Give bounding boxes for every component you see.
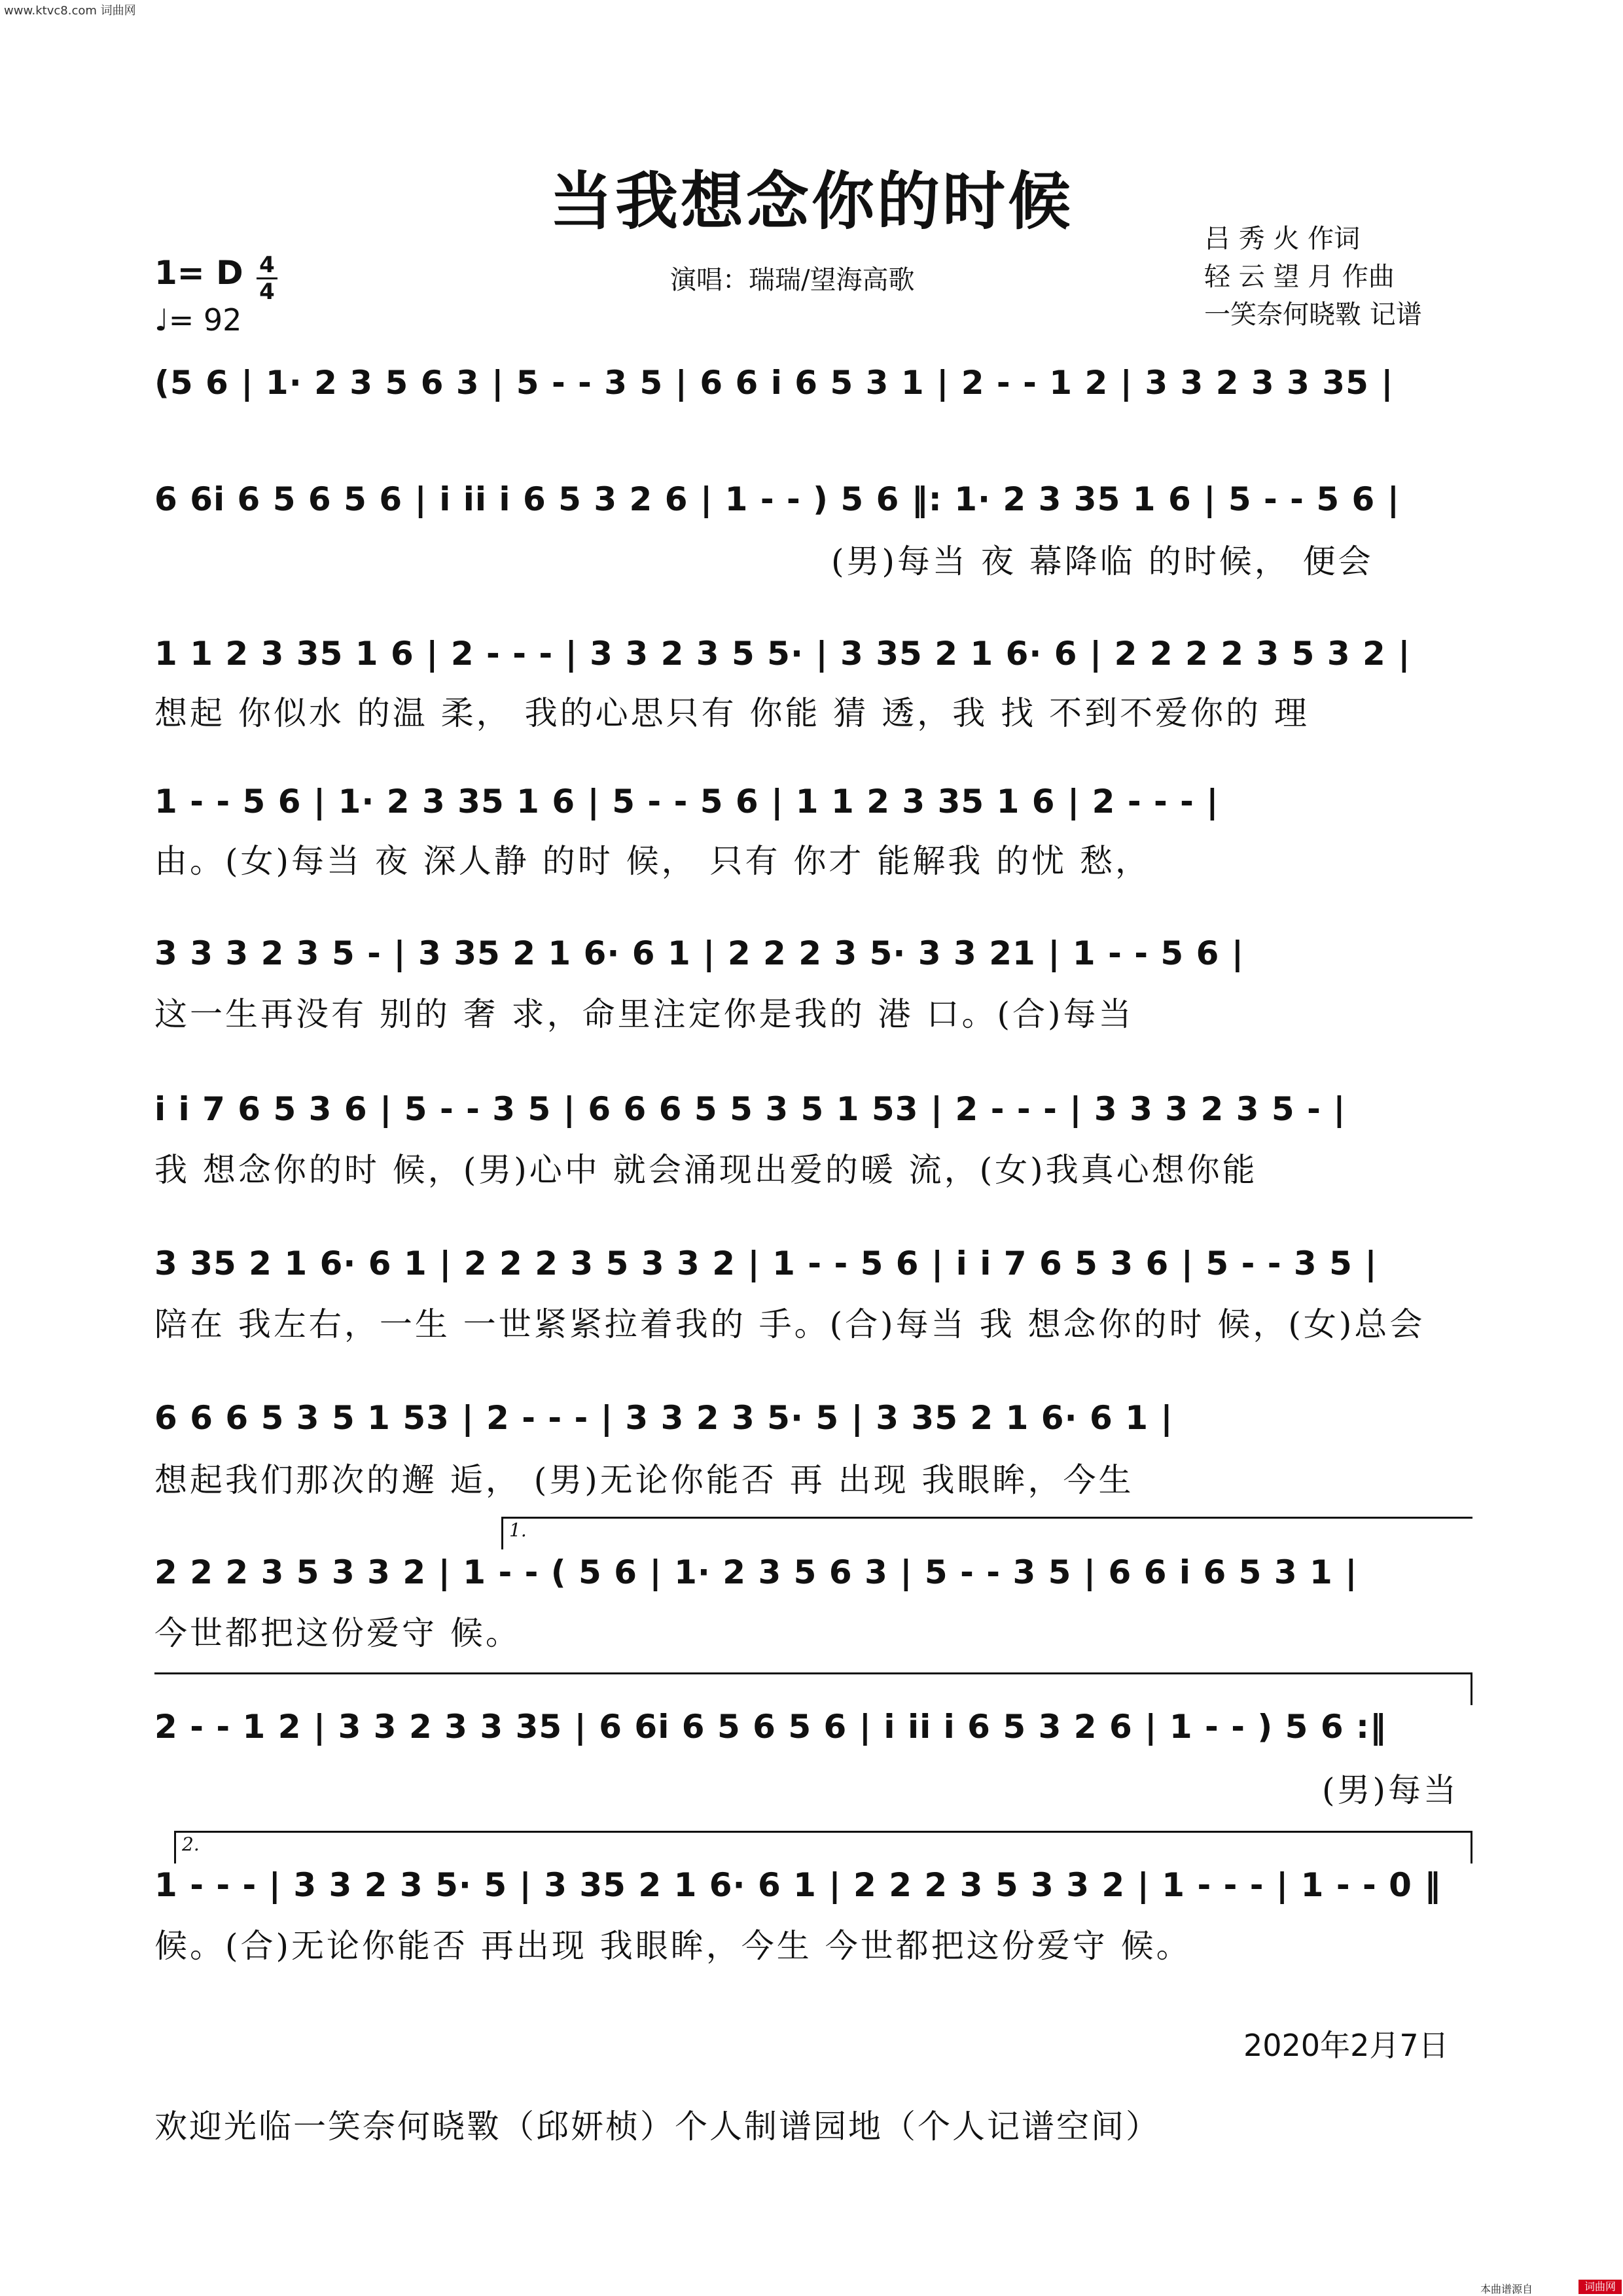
time-signature (254, 254, 280, 303)
source-badge: 本曲谱源自 (1480, 2283, 1533, 2295)
first-ending-bracket-edge (501, 1517, 503, 1549)
meter-top: 4 (259, 252, 275, 278)
lyrics-line: (男)每当 (1322, 1771, 1459, 1809)
notation-line: 1 1 2 3 35 1 6 | 2 - - - | 3 3 2 3 5 5· | 3 35 2 1 6· 6 | 2 2 2 2 3 5 3 2 | (154, 635, 1411, 673)
first-ending-label: 1. (509, 1519, 527, 1541)
second-ending-bracket-edge (174, 1831, 176, 1863)
lyrics-line: (男)每当 夜 幕降临 的时候， 便会 (831, 542, 1374, 580)
tempo-marking: ♩= 92 (154, 302, 242, 338)
meter-bottom: 4 (259, 279, 275, 305)
second-ending-label: 2. (182, 1833, 200, 1855)
first-ending-bracket-end (1471, 1672, 1472, 1705)
notation-line: (5 6 | 1· 2 3 5 6 3 | 5 - - 3 5 | 6 6 i 6 5 3 1 | 2 - - 1 2 | 3 3 2 3 3 35 | (154, 364, 1394, 402)
notation-line: 1 - - 5 6 | 1· 2 3 35 1 6 | 5 - - 5 6 | 1 1 2 3 35 1 6 | 2 - - - | (154, 783, 1219, 821)
lyrics-line: 想起 你似水 的温 柔， 我的心思只有 你能 猜 透，我 找 不到不爱你的 理 (154, 694, 1310, 732)
composer-credit: 轻 云 望 月 作曲 (1204, 262, 1395, 292)
transcriber-credit: 一笑奈何晓斁 记谱 (1204, 300, 1422, 330)
lyrics-line: 由。(女)每当 夜 深人静 的时 候， 只有 你才 能解我 的忧 愁， (154, 842, 1151, 880)
notation-line: 3 3 3 2 3 5 - | 3 35 2 1 6· 6 1 | 2 2 2 3 5· 3 3 21 | 1 - - 5 6 | (154, 934, 1245, 972)
credits-block (1204, 220, 1422, 334)
lyricist-credit: 吕 秀 火 作词 (1204, 224, 1361, 254)
lyrics-line: 这一生再没有 别的 奢 求，命里注定你是我的 港 口。(合)每当 (154, 995, 1134, 1033)
notation-line: i i 7 6 5 3 6 | 5 - - 3 5 | 6 6 6 5 5 3 5 1 53 | 2 - - - | 3 3 3 2 3 5 - | (154, 1090, 1346, 1128)
second-ending-bracket (174, 1831, 1472, 1833)
first-ending-bracket-continuation (154, 1672, 1472, 1674)
key-signature: 1= D (154, 254, 243, 292)
notation-line: 6 6i 6 5 6 5 6 | i ii i 6 5 3 2 6 | 1 - - ) 5 6 ‖: 1· 2 3 35 1 6 | 5 - - 5 6 | (154, 480, 1400, 518)
lyrics-line: 我 想念你的时 候，(男)心中 就会涌现出爱的暖 流，(女)我真心想你能 (154, 1151, 1258, 1189)
lyrics-line: 想起我们那次的邂 逅， (男)无论你能否 再 出现 我眼眸，今生 (154, 1461, 1134, 1499)
second-ending-bracket-end (1471, 1831, 1472, 1863)
footer-text: 欢迎光临一笑奈何晓斁（邱妍桢）个人制谱园地（个人记谱空间） (154, 2108, 1160, 2146)
singer-credit: 演唱：瑞瑞/望海高歌 (670, 265, 915, 295)
lyrics-line: 候。(合)无论你能否 再出现 我眼眸，今生 今世都把这份爱守 候。 (154, 1927, 1192, 1965)
lyrics-line: 陪在 我左右，一生 一世紧紧拉着我的 手。(合)每当 我 想念你的时 候，(女)总会 (154, 1305, 1425, 1343)
notation-line: 2 2 2 3 5 3 3 2 | 1 - - ( 5 6 | 1· 2 3 5 6 3 | 5 - - 3 5 | 6 6 i 6 5 3 1 | (154, 1553, 1358, 1591)
date: 2020年2月7日 (1243, 2028, 1449, 2063)
lyrics-line: 今世都把这份爱守 候。 (154, 1614, 521, 1652)
song-title: 当我想念你的时候 (550, 164, 1073, 238)
notation-line: 1 - - - | 3 3 2 3 5· 5 | 3 35 2 1 6· 6 1 | 2 2 2 3 5 3 3 2 | 1 - - - | 1 - - 0 ‖ (154, 1866, 1442, 1904)
notation-line: 3 35 2 1 6· 6 1 | 2 2 2 3 5 3 3 2 | 1 - - 5 6 | i i 7 6 5 3 6 | 5 - - 3 5 | (154, 1245, 1378, 1282)
first-ending-bracket (501, 1517, 1472, 1519)
brand-badge[interactable]: 词曲网 (1578, 2280, 1622, 2294)
site-watermark: www.ktvc8.com 词曲网 (4, 4, 136, 18)
notation-line: 6 6 6 5 3 5 1 53 | 2 - - - | 3 3 2 3 5· 5 | 3 35 2 1 6· 6 1 | (154, 1399, 1173, 1437)
notation-line: 2 - - 1 2 | 3 3 2 3 3 35 | 6 6i 6 5 6 5 6 | i ii i 6 5 3 2 6 | 1 - - ) 5 6 :‖ (154, 1708, 1387, 1746)
